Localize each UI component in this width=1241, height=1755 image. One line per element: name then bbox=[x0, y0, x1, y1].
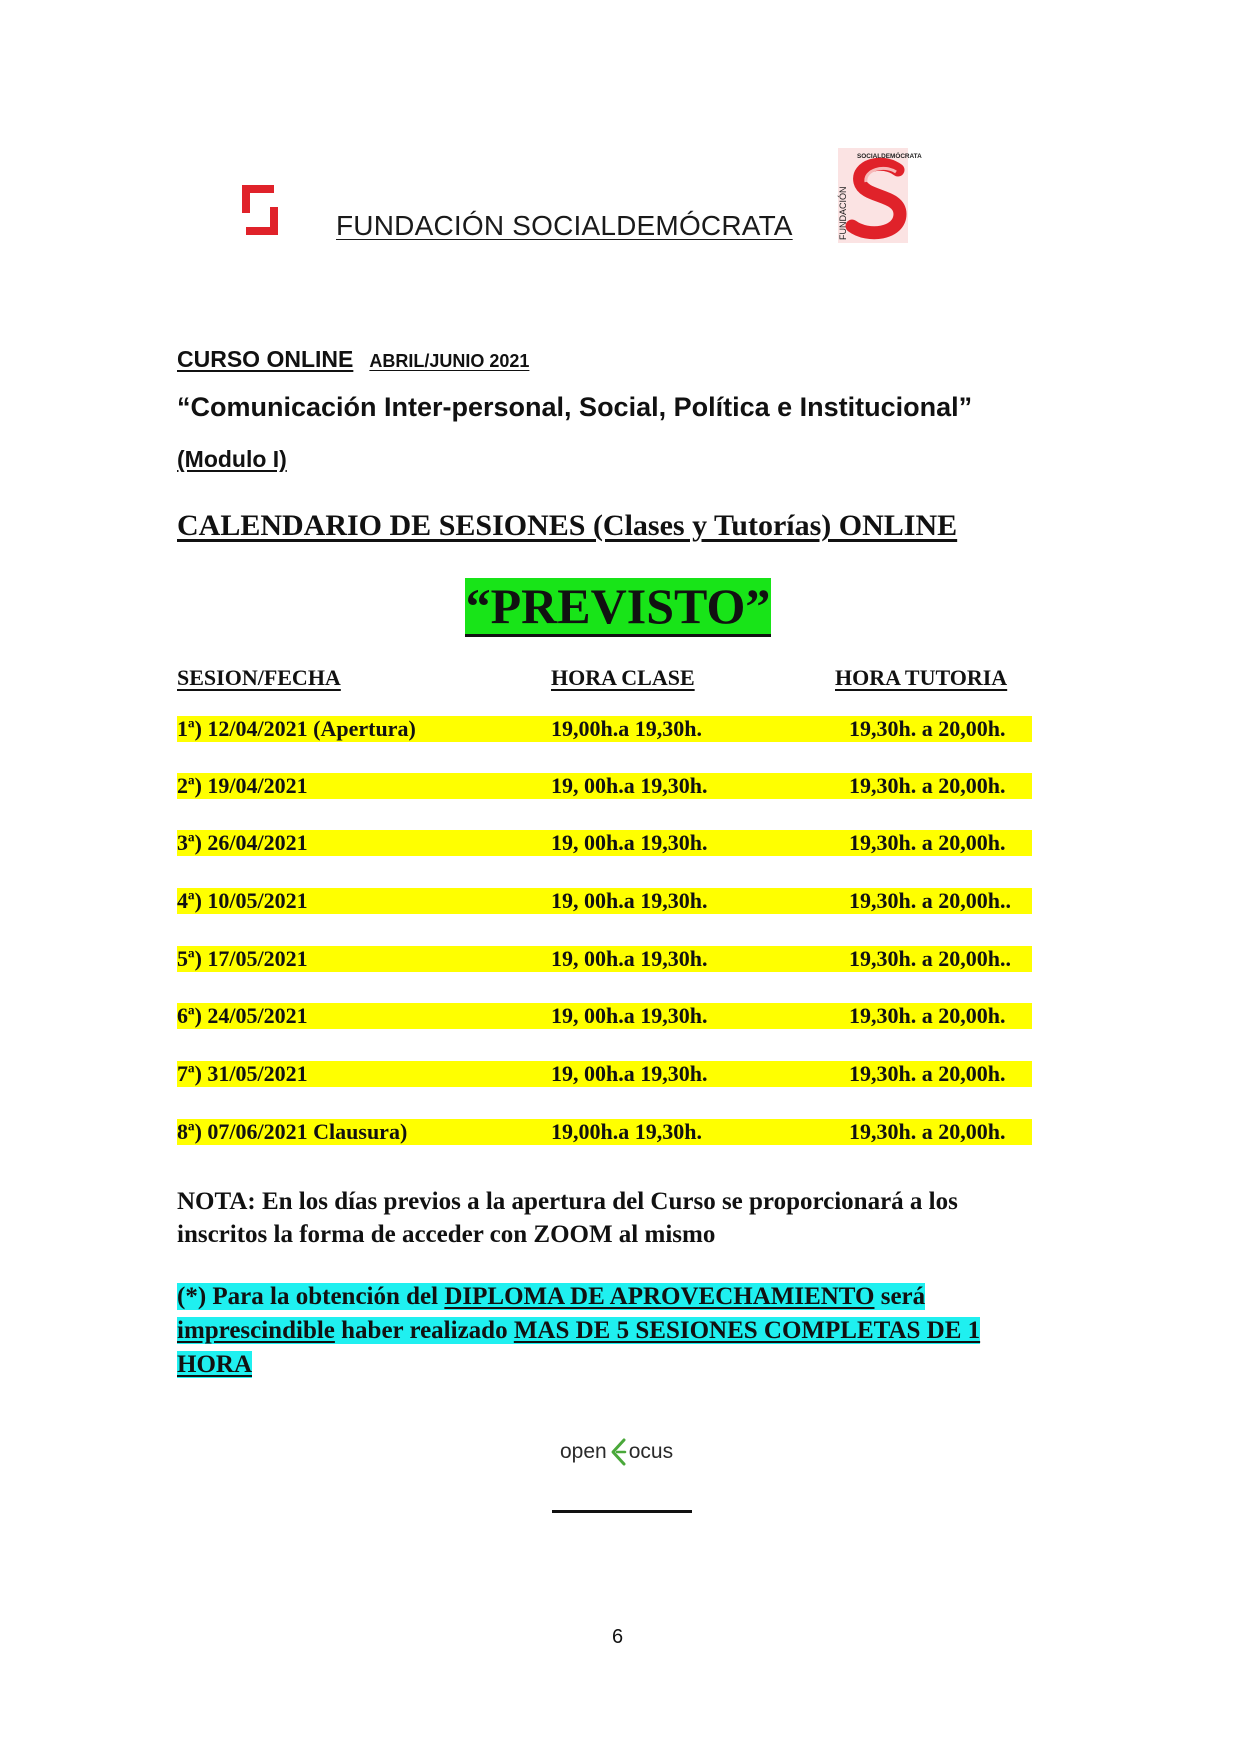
chevron-f-icon bbox=[608, 1438, 628, 1466]
session-date: 4ª) 10/05/2021 bbox=[177, 888, 308, 913]
class-time: 19, 00h.a 19,30h. bbox=[551, 888, 708, 913]
status-text: “PREVISTO” bbox=[465, 578, 771, 634]
tutor-time: 19,30h. a 20,00h. bbox=[849, 716, 1006, 741]
column-header-tutor-time: HORA TUTORIA bbox=[835, 665, 1008, 690]
class-time: 19, 00h.a 19,30h. bbox=[551, 1003, 708, 1028]
table-row bbox=[177, 1003, 1032, 1029]
table-row bbox=[177, 888, 1032, 914]
table-row bbox=[177, 1061, 1032, 1087]
course-title: “Comunicación Inter-personal, Social, Política e Institucional” bbox=[177, 392, 973, 422]
tutor-time: 19,30h. a 20,00h. bbox=[849, 773, 1006, 798]
foundation-name: FUNDACIÓN SOCIALDEMÓCRATA bbox=[336, 210, 793, 241]
class-time: 19,00h.a 19,30h. bbox=[551, 716, 702, 741]
course-line bbox=[177, 346, 529, 373]
class-time: 19, 00h.a 19,30h. bbox=[551, 773, 708, 798]
fundacion-s-logo-icon bbox=[838, 148, 922, 243]
openfocus-logo bbox=[560, 1438, 673, 1466]
course-dates: ABRIL/JUNIO 2021 bbox=[369, 351, 530, 371]
tutor-time: 19,30h. a 20,00h. bbox=[849, 1119, 1006, 1144]
table-row bbox=[177, 773, 1032, 799]
status-badge bbox=[465, 578, 771, 637]
table-row bbox=[177, 1119, 1032, 1145]
footer-rule bbox=[552, 1510, 692, 1513]
column-header-session: SESION/FECHA bbox=[177, 665, 341, 690]
session-date: 5ª) 17/05/2021 bbox=[177, 946, 308, 971]
tutor-time: 19,30h. a 20,00h. bbox=[849, 1003, 1006, 1028]
session-date: 2ª) 19/04/2021 bbox=[177, 773, 308, 798]
openfocus-left: open bbox=[560, 1440, 607, 1463]
column-header-class-time: HORA CLASE bbox=[551, 665, 695, 690]
session-date: 6ª) 24/05/2021 bbox=[177, 1003, 308, 1028]
calendar-heading: CALENDARIO DE SESIONES (Clases y Tutorías) ONLINE bbox=[177, 509, 958, 542]
class-time: 19,00h.a 19,30h. bbox=[551, 1119, 702, 1144]
class-time: 19, 00h.a 19,30h. bbox=[551, 1061, 708, 1086]
fundacion-logo-left bbox=[240, 183, 280, 237]
table-row bbox=[177, 830, 1032, 856]
session-date: 1ª) 12/04/2021 (Apertura) bbox=[177, 716, 416, 741]
table-row bbox=[177, 716, 1032, 742]
tutor-time: 19,30h. a 20,00h. bbox=[849, 1061, 1006, 1086]
diploma-paragraph bbox=[177, 1280, 1057, 1382]
diploma-name: DIPLOMA DE APROVECHAMIENTO bbox=[444, 1283, 875, 1310]
course-module: (Modulo I) bbox=[177, 446, 287, 472]
table-row bbox=[177, 946, 1032, 972]
session-date: 7ª) 31/05/2021 bbox=[177, 1061, 308, 1086]
tutor-time: 19,30h. a 20,00h.. bbox=[849, 946, 1011, 971]
svg-text:SOCIALDEMÓCRATA: SOCIALDEMÓCRATA bbox=[857, 153, 922, 160]
tutor-time: 19,30h. a 20,00h.. bbox=[849, 888, 1011, 913]
tutor-time: 19,30h. a 20,00h. bbox=[849, 830, 1006, 855]
session-date: 3ª) 26/04/2021 bbox=[177, 830, 308, 855]
fs-mark-icon bbox=[240, 183, 280, 237]
page-number: 6 bbox=[612, 1626, 624, 1648]
note-paragraph: NOTA: En los días previos a la apertura del Curso se proporcionará a los inscritos la forma de acceder con ZOOM al mismo bbox=[177, 1188, 958, 1248]
diploma-required: imprescindible bbox=[177, 1317, 335, 1344]
diploma-mid2: haber realizado bbox=[334, 1317, 514, 1344]
course-label: CURSO ONLINE bbox=[177, 346, 354, 372]
diploma-condition: MAS DE 5 SESIONES COMPLETAS DE 1 HORA bbox=[177, 1317, 981, 1378]
diploma-mid1: será bbox=[874, 1283, 926, 1310]
svg-text:FUNDACIÓN: FUNDACIÓN bbox=[838, 186, 848, 240]
class-time: 19, 00h.a 19,30h. bbox=[551, 830, 708, 855]
diploma-highlight bbox=[177, 1283, 980, 1378]
class-time: 19, 00h.a 19,30h. bbox=[551, 946, 708, 971]
fundacion-logo-right bbox=[838, 148, 922, 243]
diploma-prefix: (*) Para la obtención del bbox=[177, 1283, 445, 1310]
session-date: 8ª) 07/06/2021 Clausura) bbox=[177, 1119, 408, 1144]
openfocus-right: ocus bbox=[628, 1440, 674, 1463]
